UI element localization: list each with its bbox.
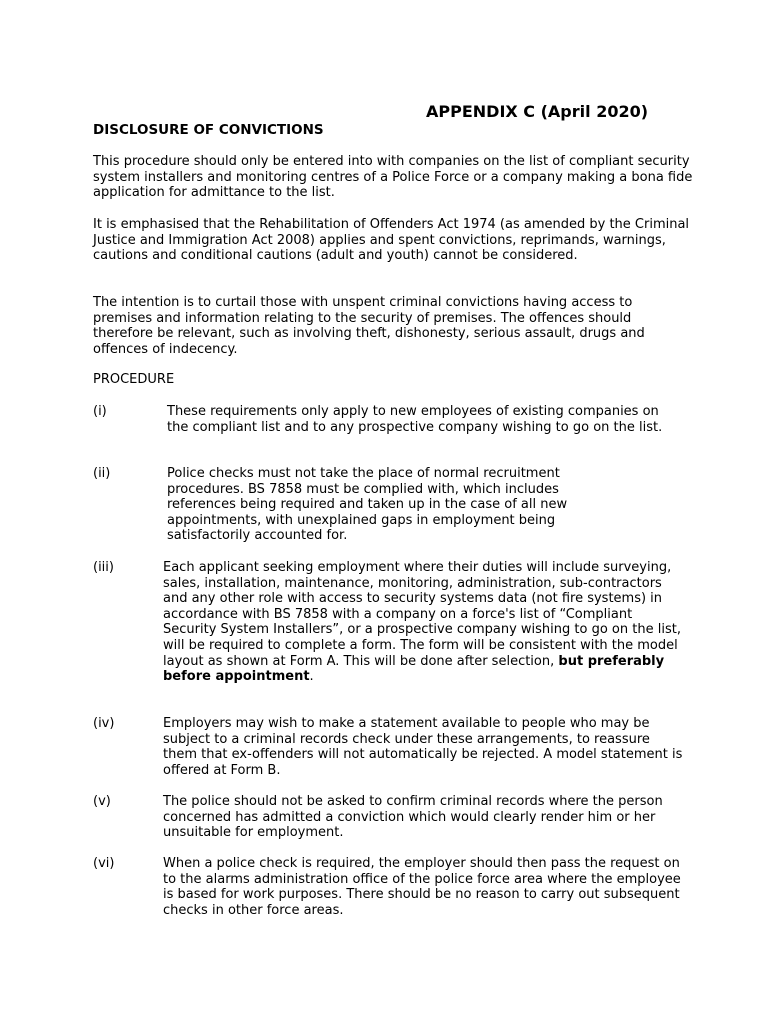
intention-paragraph: The intention is to curtail those with unspent criminal convictions having access to premises and information relating to the security of premises. The offences should therefore be relevant, such as involving theft, dishonesty, serious assault, drugs and offences of indecency. [93,295,645,357]
list-item: The police should not be asked to confirm criminal records where the person concerned has admitted a conviction which would clearly render him or her unsuitable for employment. [163,794,663,841]
item-number: (iv) [93,716,115,731]
item-tail: . [309,669,314,685]
item-number: (iii) [93,560,114,575]
list-item: Employers may wish to make a statement available to people who may be subject to a criminal records check under these arrangements, to reassure them that ex-offenders will not automatically be rejected. A model statement is offered at Form B. [163,716,683,778]
item-text: Each applicant seeking employment where their duties will include surveying, sales, installation, maintenance, monitoring, administration, sub-contractors and any other role with access to security systems data (not fire systems) in accordance with BS 7858 with a company on a force's list of “Compliant Security System Installers”, or a prospective company wishing to go on the list, will be required to complete a form. The form will be consistent with the model layout as shown at Form A. This will be done after selection, [163,560,681,669]
rehabilitation-paragraph: It is emphasised that the Rehabilitation of Offenders Act 1974 (as amended by the Criminal Justice and Immigration Act 2008) applies and spent convictions, reprimands, warnings, cautions and conditional cautions (adult and youth) cannot be considered. [93,217,690,264]
section-heading: DISCLOSURE OF CONVICTIONS [93,122,324,138]
list-item: When a police check is required, the employer should then pass the request on to the alarms administration office of the police force area where the employee is based for work purposes. There should be no reason to carry out subsequent checks in other force areas. [163,856,681,918]
item-number: (v) [93,794,111,809]
list-item [163,560,683,685]
item-bold-text: but preferably before appointment [163,653,665,685]
item-number: (ii) [93,466,111,481]
intro-paragraph: This procedure should only be entered into with companies on the list of compliant security system installers and monitoring centres of a Police Force or a company making a bona fide application for admittance to the list. [93,154,693,201]
list-item: These requirements only apply to new employees of existing companies on the compliant list and to any prospective company wishing to go on the list. [167,404,663,435]
appendix-title: APPENDIX C (April 2020) [426,102,649,121]
item-number: (i) [93,404,107,419]
list-item: Police checks must not take the place of normal recruitment procedures. BS 7858 must be complied with, which includes references being required and taken up in the case of all new appointments, with unexplained gaps in employment being satisfactorily accounted for. [167,466,568,544]
procedure-label: PROCEDURE [93,372,175,387]
item-number: (vi) [93,856,115,871]
